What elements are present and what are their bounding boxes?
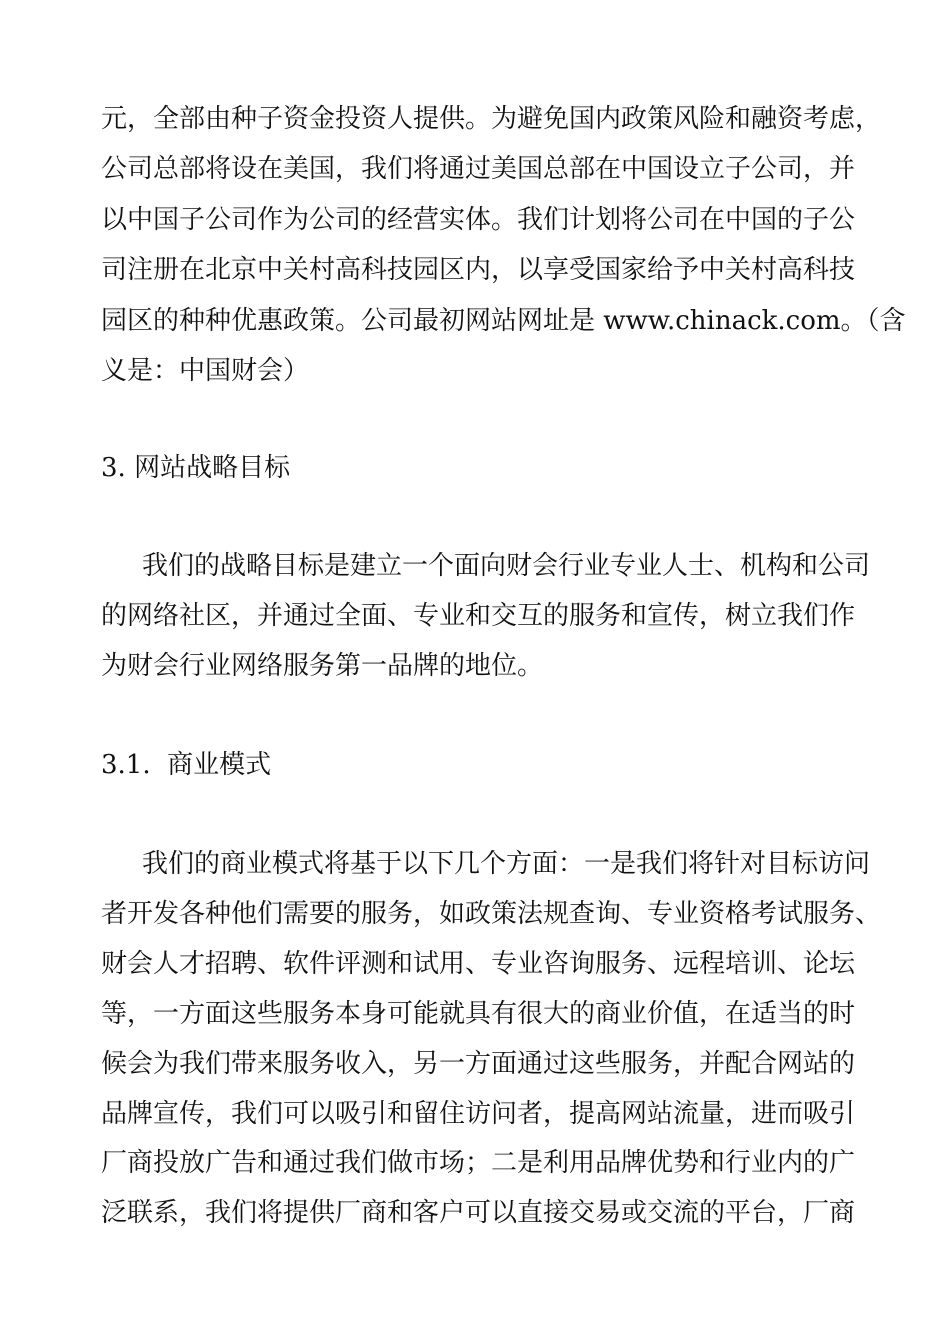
subsection-heading: 3.1. 商业模式 — [101, 750, 272, 780]
paragraph-line: 财会人才招聘、软件评测和试用、专业咨询服务、远程培训、论坛 — [101, 949, 856, 979]
paragraph-line: 者开发各种他们需要的服务，如政策法规查询、专业资格考试服务、 — [101, 899, 882, 929]
paragraph-line: 等，一方面这些服务本身可能就具有很大的商业价值，在适当的时 — [101, 999, 856, 1029]
section-heading: 3. 网站战略目标 — [101, 453, 291, 483]
paragraph-line: 以中国子公司作为公司的经营实体。我们计划将公司在中国的子公 — [101, 205, 856, 235]
paragraph-line: 为财会行业网络服务第一品牌的地位。 — [101, 651, 544, 681]
paragraph-line: 元，全部由种子资金投资人提供。为避免国内政策风险和融资考虑， — [101, 104, 882, 134]
paragraph-line: 的网络社区，并通过全面、专业和交互的服务和宣传，树立我们作 — [101, 601, 856, 631]
paragraph-line: 义是：中国财会） — [101, 356, 310, 386]
paragraph-line: 泛联系，我们将提供厂商和客户可以直接交易或交流的平台，厂商 — [101, 1198, 856, 1228]
paragraph-line: 我们的战略目标是建立一个面向财会行业专业人士、机构和公司 — [142, 551, 871, 581]
paragraph-line: 我们的商业模式将基于以下几个方面：一是我们将针对目标访问 — [142, 849, 871, 879]
paragraph-line: 园区的种种优惠政策。公司最初网站网址是 www.chinack.com。（含 — [101, 306, 906, 336]
paragraph-line: 厂商投放广告和通过我们做市场；二是利用品牌优势和行业内的广 — [101, 1148, 856, 1178]
paragraph-line: 司注册在北京中关村高科技园区内，以享受国家给予中关村高科技 — [101, 255, 856, 285]
paragraph-line: 候会为我们带来服务收入，另一方面通过这些服务，并配合网站的 — [101, 1049, 856, 1079]
paragraph-line: 公司总部将设在美国，我们将通过美国总部在中国设立子公司，并 — [101, 154, 856, 184]
paragraph-line: 品牌宣传，我们可以吸引和留住访问者，提高网站流量，进而吸引 — [101, 1099, 856, 1129]
